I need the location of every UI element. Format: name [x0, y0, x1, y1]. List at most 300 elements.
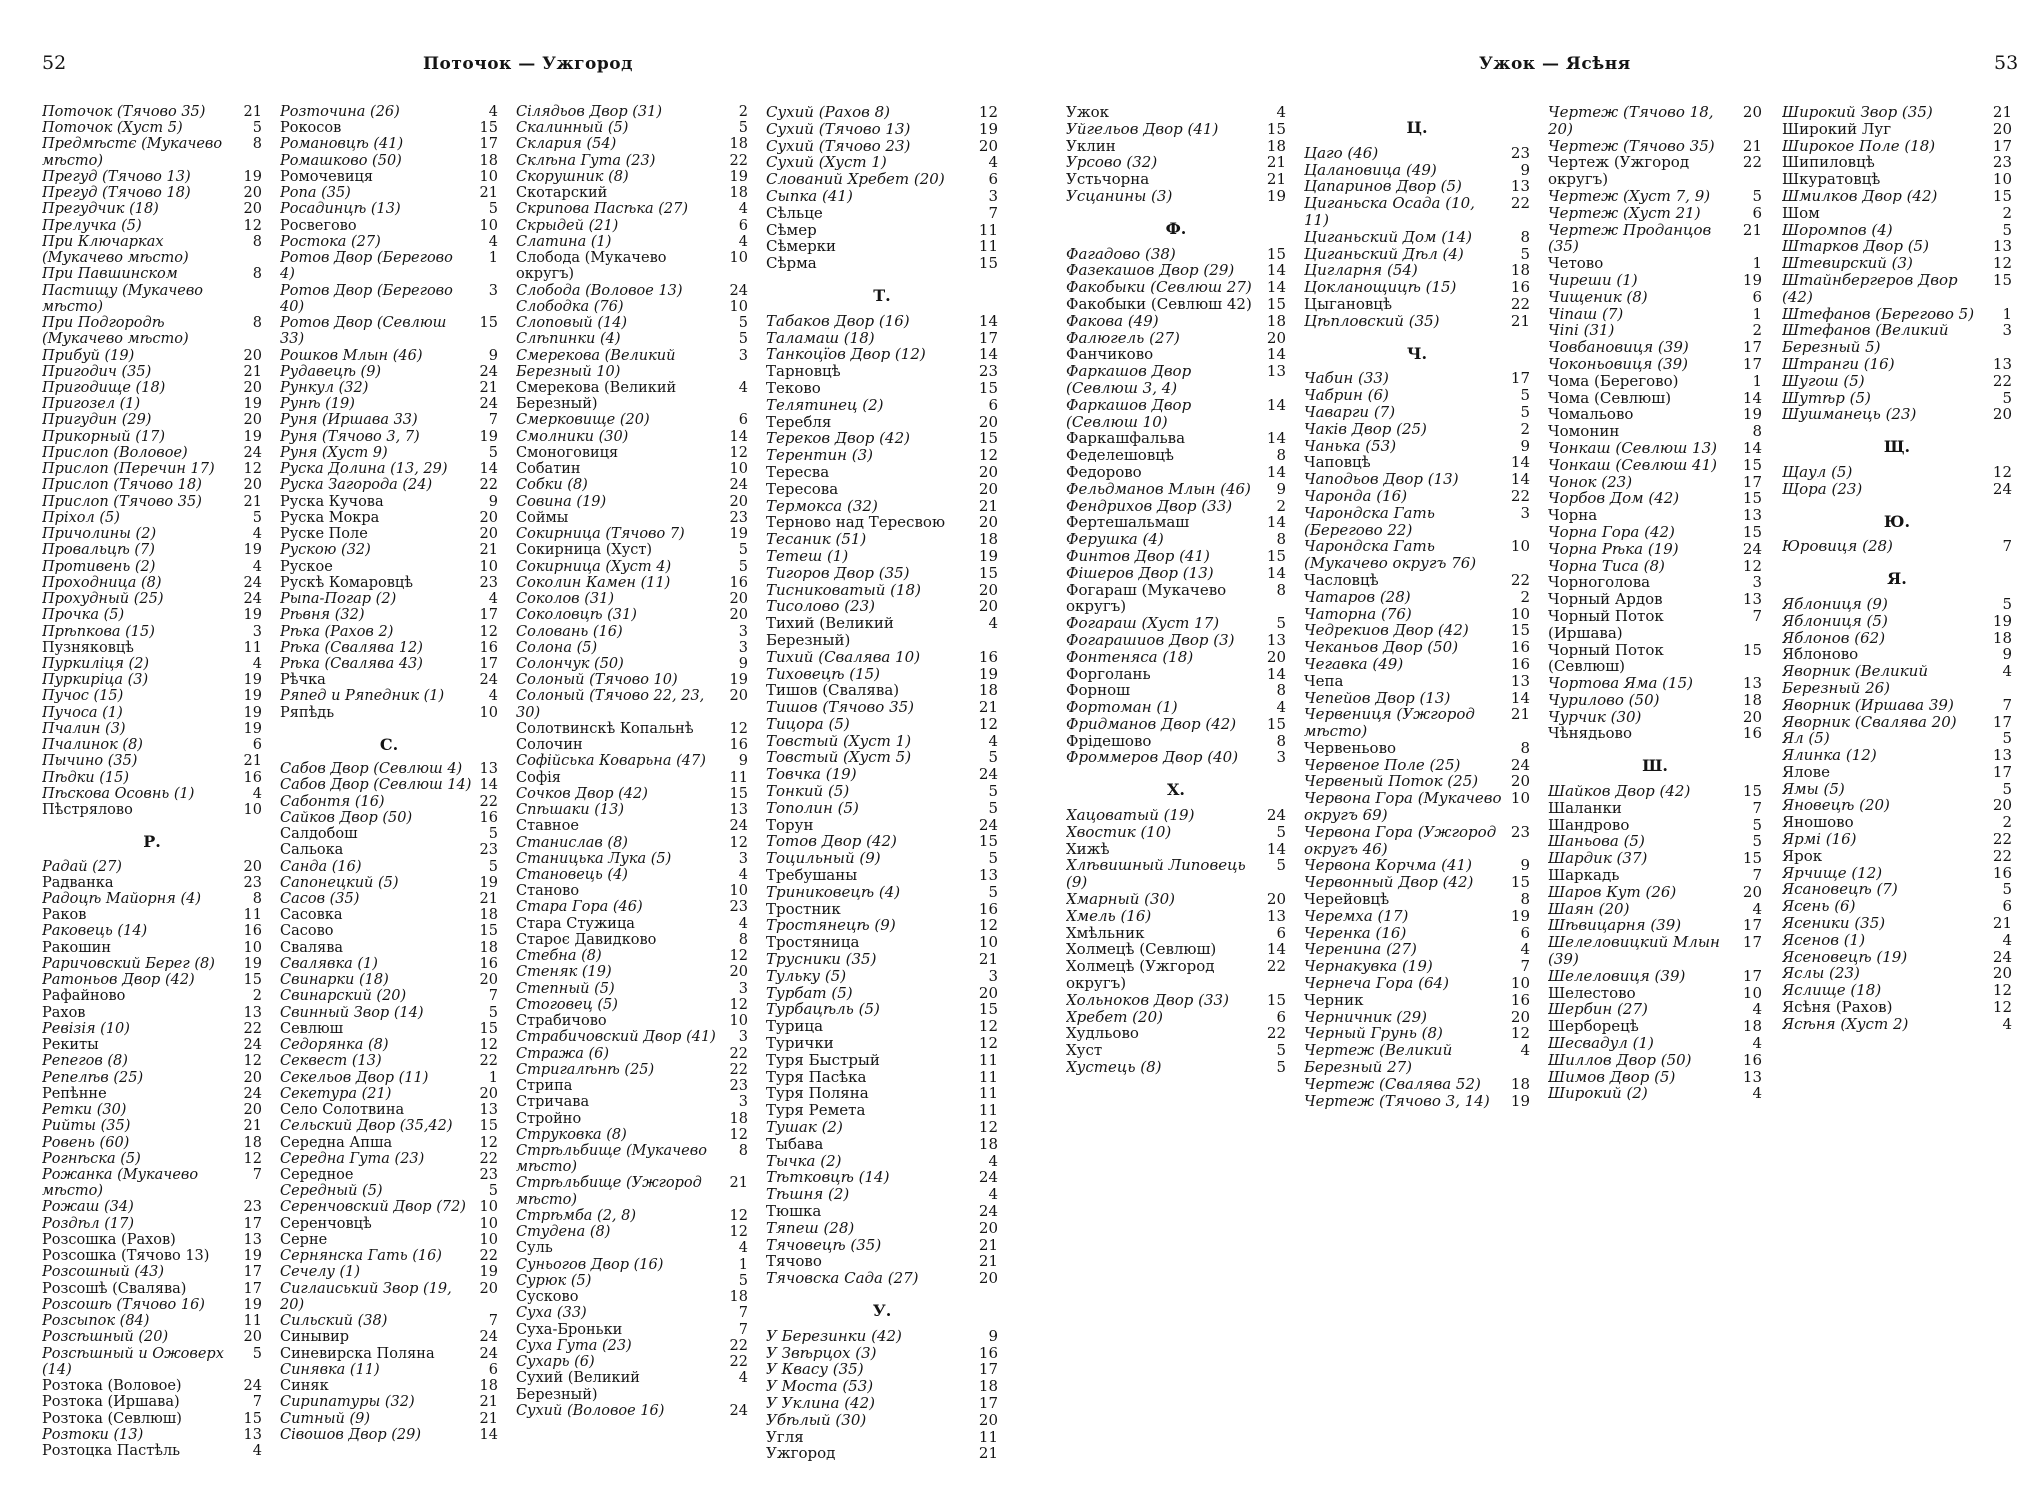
place-name: Сівошов Двор (29) [280, 1426, 422, 1443]
place-name: Степный (5) [516, 980, 615, 997]
index-entry [1304, 1009, 1530, 1026]
index-entry [1304, 296, 1530, 313]
map-sheet-number: 4 [488, 591, 498, 608]
place-name: Сусково [516, 1289, 579, 1306]
index-entry [1548, 440, 1762, 457]
map-sheet-number: 8 [1520, 738, 1530, 757]
place-name: Прегуд (Тячово 18) [42, 185, 191, 202]
place-name: Свинарский (20) [280, 988, 407, 1005]
map-sheet-number: 17 [1742, 354, 1762, 373]
place-name: Синявка (11) [280, 1361, 380, 1378]
index-entry [1066, 666, 1286, 683]
index-entry [42, 923, 262, 939]
place-name: Рускою (32) [280, 542, 371, 559]
index-entry [1782, 965, 2012, 982]
place-name: Розтока (Воловое) [42, 1378, 182, 1395]
map-sheet-number: 6 [738, 412, 748, 429]
map-sheet-number: 11 [243, 1313, 262, 1330]
map-sheet-number: 8 [252, 891, 262, 908]
place-name: Хижѣ [1066, 840, 1110, 858]
map-sheet-number: 21 [479, 1394, 498, 1411]
map-sheet-number: 19 [243, 1248, 262, 1265]
map-sheet-number: 21 [243, 363, 262, 380]
index-entry [1782, 205, 2012, 222]
index-entry [1548, 490, 1762, 507]
place-name: Чонок (23) [1548, 473, 1633, 491]
map-sheet-number: 24 [1992, 947, 2012, 966]
place-name: Форнош [1066, 682, 1131, 700]
map-sheet-number: 20 [1992, 119, 2012, 138]
index-entry [280, 1362, 498, 1378]
place-name: Страбичовский Двор (41) [516, 1029, 716, 1046]
index-entry [1066, 824, 1286, 841]
index-entry [516, 964, 748, 980]
map-sheet-number: 21 [1510, 705, 1530, 724]
index-entry [1066, 857, 1286, 891]
place-name: Рѣчка [280, 672, 326, 689]
map-sheet-number: 12 [978, 1017, 998, 1036]
map-sheet-number: 21 [243, 753, 262, 770]
place-name: Собки (8) [516, 477, 588, 494]
index-entry [516, 932, 748, 948]
map-sheet-number: 15 [1742, 640, 1762, 659]
map-sheet-number: 22 [1992, 371, 2012, 390]
place-name: Суха (33) [516, 1305, 587, 1322]
place-name: Собатин [516, 461, 581, 478]
map-sheet-number: 18 [1742, 1017, 1762, 1036]
place-name: Розтоки (13) [42, 1426, 144, 1443]
place-name: Струковка (8) [516, 1126, 627, 1143]
place-name: Чортова Яма (15) [1548, 675, 1693, 692]
map-sheet-number: 20 [1510, 1007, 1530, 1026]
index-entry [1782, 915, 2012, 932]
index-entry [1304, 538, 1530, 572]
place-name: Трусники (35) [766, 951, 877, 968]
map-sheet-number: 4 [252, 1442, 262, 1459]
place-name: Прикорный (17) [42, 428, 166, 445]
map-sheet-number: 17 [1742, 338, 1762, 357]
index-entry [1782, 171, 2012, 188]
map-sheet-number: 9 [488, 493, 498, 510]
index-entry [1548, 188, 1762, 205]
map-sheet-number: 5 [252, 509, 262, 526]
place-name: Пучоса (1) [42, 704, 123, 721]
place-name: Тѣтковцѣ (14) [766, 1169, 890, 1187]
index-entry [1548, 104, 1762, 138]
index-entry [766, 1153, 998, 1170]
place-name: Туря Поляна [766, 1085, 869, 1103]
map-sheet-number: 14 [1742, 438, 1762, 457]
index-entry [516, 1062, 748, 1078]
index-entry [42, 891, 262, 907]
index-entry [1548, 901, 1762, 918]
place-name: Чаронда (16) [1304, 487, 1408, 505]
place-name: Червона Гора (Мукачево округъ 69) [1304, 790, 1502, 824]
map-sheet-number: 18 [1742, 690, 1762, 709]
place-name: Стража (6) [516, 1045, 610, 1062]
index-entry [516, 1094, 748, 1110]
index-entry [1304, 1042, 1530, 1076]
place-name: Ялинка (12) [1782, 747, 1877, 764]
map-sheet-number: 18 [243, 1134, 262, 1151]
section-letter-heading: Ч. [1406, 343, 1428, 363]
place-name: Часловцѣ [1304, 571, 1379, 589]
map-sheet-number: 16 [1510, 654, 1530, 673]
index-entry [766, 1119, 998, 1136]
place-name: Сѣмерки [766, 238, 837, 256]
index-entry [1548, 574, 1762, 591]
place-name: Цыгановцѣ [1304, 295, 1392, 313]
map-sheet-number: 4 [1520, 940, 1530, 959]
map-sheet-number: 21 [978, 1235, 998, 1254]
place-name: Фаркашфальва [1066, 430, 1186, 448]
index-entry [42, 721, 262, 737]
index-entry [1304, 941, 1530, 958]
place-name: Тростянецѣ (9) [766, 917, 896, 935]
index-entry [42, 445, 262, 461]
index-entry [766, 1169, 998, 1186]
index-entry [1548, 692, 1762, 709]
index-entry [516, 948, 748, 964]
map-sheet-number: 7 [1752, 866, 1762, 885]
map-sheet-number: 12 [729, 720, 748, 737]
map-sheet-number: 7 [1520, 957, 1530, 976]
map-sheet-number: 2 [252, 988, 262, 1005]
place-name: Фонтеняса (18) [1066, 648, 1194, 666]
map-sheet-number: 19 [1742, 270, 1762, 289]
index-entry [516, 737, 748, 753]
place-name: Рекиты [42, 1037, 99, 1054]
index-entry [42, 396, 262, 412]
map-sheet-number: 8 [1276, 530, 1286, 549]
map-sheet-number: 15 [978, 832, 998, 851]
place-name: Романовцѣ (41) [280, 136, 404, 153]
index-entry [42, 364, 262, 380]
index-entry [280, 445, 498, 461]
place-name: Рѣка (Свалява 12) [280, 639, 423, 656]
place-name: Рафайново [42, 988, 126, 1005]
place-name: Фаркашов Двор (Севлюш 10) [1066, 396, 1192, 431]
section-letter-heading: С. [379, 734, 399, 754]
index-entry [516, 1289, 748, 1305]
map-sheet-number: 10 [729, 883, 748, 900]
map-sheet-number: 17 [1510, 369, 1530, 388]
index-entry [516, 753, 748, 769]
place-name: Секетура (21) [280, 1085, 392, 1102]
place-name: Сочков Двор (42) [516, 785, 648, 802]
map-sheet-number: 24 [243, 444, 262, 461]
map-sheet-number: 21 [978, 698, 998, 717]
place-name: Тарновцѣ [766, 363, 841, 380]
place-name: Сыпка (41) [766, 187, 853, 205]
place-name: Черемха (17) [1304, 907, 1409, 925]
place-name: Яворник (Иршава 39) [1782, 696, 1954, 714]
place-name: Турбацѣль (5) [766, 1001, 880, 1019]
map-sheet-number: 18 [978, 681, 998, 700]
index-entry [766, 222, 998, 239]
place-name: Сасово [280, 923, 334, 940]
map-sheet-number: 14 [1266, 345, 1286, 364]
place-name: Сухарь (6) [516, 1354, 595, 1371]
index-entry [516, 380, 748, 412]
map-sheet-number: 16 [479, 809, 498, 826]
index-entry [280, 923, 498, 939]
index-entry [766, 615, 998, 649]
place-name: Сухий (Рахов 8) [766, 104, 890, 121]
map-sheet-number: 8 [1520, 227, 1530, 246]
index-entry [766, 514, 998, 531]
index-entry [1066, 682, 1286, 699]
place-name: Тересова [766, 480, 839, 498]
map-sheet-number: 15 [1742, 522, 1762, 541]
map-sheet-number: 8 [1276, 580, 1286, 599]
place-name: Пычино (35) [42, 753, 138, 770]
page-number: 53 [1994, 52, 2019, 74]
place-name: Рошков Млын (46) [280, 347, 423, 364]
right-page [1026, 0, 2036, 1500]
place-name: Тиховецѣ (15) [766, 665, 881, 683]
map-sheet-number: 9 [988, 1326, 998, 1345]
place-name: Чаподьов Двор (13) [1304, 471, 1459, 488]
index-entry [1782, 481, 2012, 498]
index-entry [1304, 706, 1530, 740]
map-sheet-number: 4 [738, 915, 748, 932]
map-sheet-number: 3 [988, 966, 998, 985]
map-sheet-number: 17 [479, 655, 498, 672]
place-name: Соколовцѣ (31) [516, 607, 637, 624]
index-entry [766, 1270, 998, 1287]
index-column [1066, 104, 1286, 1076]
index-entry [1066, 1059, 1286, 1076]
index-entry [766, 330, 998, 347]
place-name: Скрыдей (21) [516, 217, 619, 234]
map-sheet-number: 1 [488, 250, 498, 267]
index-entry [766, 430, 998, 447]
place-name: Широкий Звор (35) [1782, 104, 1933, 121]
index-entry [1304, 421, 1530, 438]
index-entry [1782, 730, 2012, 747]
index-entry [766, 1035, 998, 1052]
index-entry [1304, 908, 1530, 925]
place-name: Уклин [1066, 137, 1116, 155]
map-sheet-number: 24 [729, 818, 748, 835]
map-sheet-number: 19 [479, 1264, 498, 1281]
index-entry [1066, 1042, 1286, 1059]
index-entry [280, 826, 498, 842]
index-entry [1304, 162, 1530, 179]
map-sheet-number: 3 [738, 639, 748, 656]
index-entry [42, 1281, 262, 1297]
place-name: Терново над Тересвою [766, 514, 945, 532]
index-entry [1066, 615, 1286, 632]
index-entry [766, 1412, 998, 1429]
map-sheet-number: 9 [1276, 479, 1286, 498]
index-entry [1782, 747, 2012, 764]
place-name: Соловань (16) [516, 623, 623, 640]
map-sheet-number: 4 [738, 1370, 748, 1387]
map-sheet-number: 5 [1276, 822, 1286, 841]
map-sheet-number: 16 [978, 647, 998, 666]
place-name: Триниковецѣ (4) [766, 883, 901, 901]
place-name: Слований Хребет (20) [766, 171, 945, 188]
index-entry [280, 1053, 498, 1069]
map-sheet-number: 8 [1520, 890, 1530, 909]
index-entry [766, 121, 998, 138]
index-entry [1548, 423, 1762, 440]
index-entry [1066, 582, 1286, 616]
index-entry [516, 997, 748, 1013]
place-name: Розсошка (Тячово 13) [42, 1248, 210, 1265]
index-entry [766, 867, 998, 884]
place-name: Розсыпок (84) [42, 1313, 150, 1330]
map-sheet-number: 17 [978, 1360, 998, 1379]
index-entry [766, 934, 998, 951]
place-name: Чертеж (Хуст 21) [1548, 204, 1701, 222]
place-name: Ситный (9) [280, 1410, 371, 1427]
index-entry [280, 859, 498, 875]
map-sheet-number: 4 [988, 1151, 998, 1170]
place-name: Секельов Двор (11) [280, 1069, 429, 1086]
index-entry [1304, 145, 1530, 162]
index-entry [280, 1411, 498, 1427]
map-sheet-number: 6 [1752, 287, 1762, 306]
index-entry [516, 104, 748, 120]
map-sheet-number: 22 [479, 1248, 498, 1265]
map-sheet-number: 21 [978, 496, 998, 515]
map-sheet-number: 5 [1276, 1041, 1286, 1060]
map-sheet-number: 20 [479, 972, 498, 989]
place-name: Черный Грунь (8) [1304, 1025, 1443, 1043]
map-sheet-number: 17 [479, 607, 498, 624]
index-entry [42, 672, 262, 688]
map-sheet-number: 5 [738, 558, 748, 575]
map-sheet-number: 17 [243, 1264, 262, 1281]
index-entry [1782, 898, 2012, 915]
index-entry [516, 883, 748, 899]
place-name: Суха Гута (23) [516, 1337, 632, 1354]
place-name: Ревізія (10) [42, 1020, 130, 1037]
map-sheet-number: 12 [729, 834, 748, 851]
place-name: Руска Кучова [280, 493, 384, 510]
map-sheet-number: 11 [978, 237, 998, 256]
index-entry [1304, 1025, 1530, 1042]
index-entry [516, 1354, 748, 1370]
place-name: Рункул (32) [280, 379, 369, 396]
map-sheet-number: 12 [1992, 981, 2012, 1000]
map-sheet-number: 12 [978, 1034, 998, 1053]
map-sheet-number: 23 [729, 1078, 748, 1095]
place-name: Ясановецѣ (7) [1782, 881, 1898, 899]
place-name: Прочка (5) [42, 607, 125, 624]
index-entry [766, 1203, 998, 1220]
place-name: Ясеники (35) [1782, 915, 1886, 932]
map-sheet-number: 19 [243, 542, 262, 559]
map-sheet-number: 14 [1266, 462, 1286, 481]
map-sheet-number: 14 [1266, 563, 1286, 582]
place-name: Чертеж (Тячово 35) [1548, 137, 1715, 155]
map-sheet-number: 22 [479, 1053, 498, 1070]
map-sheet-number: 16 [1742, 1050, 1762, 1069]
map-sheet-number: 22 [1266, 1024, 1286, 1043]
place-name: Чорна Тиса (8) [1548, 557, 1665, 575]
map-sheet-number: 20 [978, 983, 998, 1002]
map-sheet-number: 16 [1510, 278, 1530, 297]
map-sheet-number: 17 [1992, 762, 2012, 781]
map-sheet-number: 24 [1510, 755, 1530, 774]
index-entry [280, 136, 498, 152]
index-entry [280, 1427, 498, 1443]
map-sheet-number: 19 [1992, 611, 2012, 630]
map-sheet-number: 2 [1276, 496, 1286, 515]
map-sheet-number: 14 [1266, 278, 1286, 297]
map-sheet-number: 3 [738, 1029, 748, 1046]
place-name: Спѣшаки (13) [516, 802, 624, 819]
place-name: Слобода (Воловое 13) [516, 282, 683, 299]
map-sheet-number: 11 [978, 220, 998, 239]
map-sheet-number: 15 [479, 1020, 498, 1037]
map-sheet-number: 22 [729, 152, 748, 169]
index-entry [516, 1257, 748, 1273]
map-sheet-number: 20 [978, 479, 998, 498]
index-entry [42, 859, 262, 875]
map-sheet-number: 20 [243, 347, 262, 364]
place-name: Шкуратовцѣ [1782, 171, 1881, 188]
place-name: Ясѣня (Хуст 2) [1782, 1015, 1909, 1033]
map-sheet-number: 20 [243, 201, 262, 218]
map-sheet-number: 4 [1752, 899, 1762, 918]
index-entry [1782, 881, 2012, 898]
place-name: Серне [280, 1231, 328, 1248]
map-sheet-number: 21 [243, 1118, 262, 1135]
place-name: Пѣскова Осовнь (1) [42, 785, 195, 802]
map-sheet-number: 10 [729, 1013, 748, 1030]
index-entry [1066, 262, 1286, 279]
map-sheet-number: 14 [1510, 470, 1530, 489]
index-entry [1066, 565, 1286, 582]
index-entry [42, 1135, 262, 1151]
index-entry [766, 1237, 998, 1254]
index-entry [1304, 454, 1530, 471]
index-entry [280, 1102, 498, 1118]
index-entry [1782, 373, 2012, 390]
place-name: Скалинный (5) [516, 120, 629, 137]
map-sheet-number: 24 [479, 672, 498, 689]
index-entry [42, 575, 262, 591]
index-entry [766, 313, 998, 330]
map-sheet-number: 8 [252, 136, 262, 153]
place-name: Червеный Поток (25) [1304, 773, 1479, 791]
map-sheet-number: 5 [988, 882, 998, 901]
map-sheet-number: 2 [1752, 321, 1762, 340]
place-name: Чернакувка (19) [1304, 958, 1433, 976]
place-name: При Подгородѣ (Мукачево мѣсто) [42, 315, 189, 348]
map-sheet-number: 15 [978, 563, 998, 582]
index-entry [42, 1118, 262, 1134]
map-sheet-number: 20 [1992, 405, 2012, 424]
index-entry [516, 624, 748, 640]
index-entry [1782, 949, 2012, 966]
index-entry [766, 1136, 998, 1153]
place-name: Чабин (33) [1304, 370, 1389, 388]
map-sheet-number: 23 [479, 1167, 498, 1183]
index-entry [1304, 1093, 1530, 1110]
place-name: Яворник (Свалява 20) [1782, 713, 1957, 731]
place-name: Шугош (5) [1782, 372, 1865, 390]
map-sheet-number: 22 [479, 477, 498, 494]
index-entry [1548, 1069, 1762, 1086]
map-sheet-number: 10 [729, 250, 748, 267]
index-entry [1548, 222, 1762, 256]
